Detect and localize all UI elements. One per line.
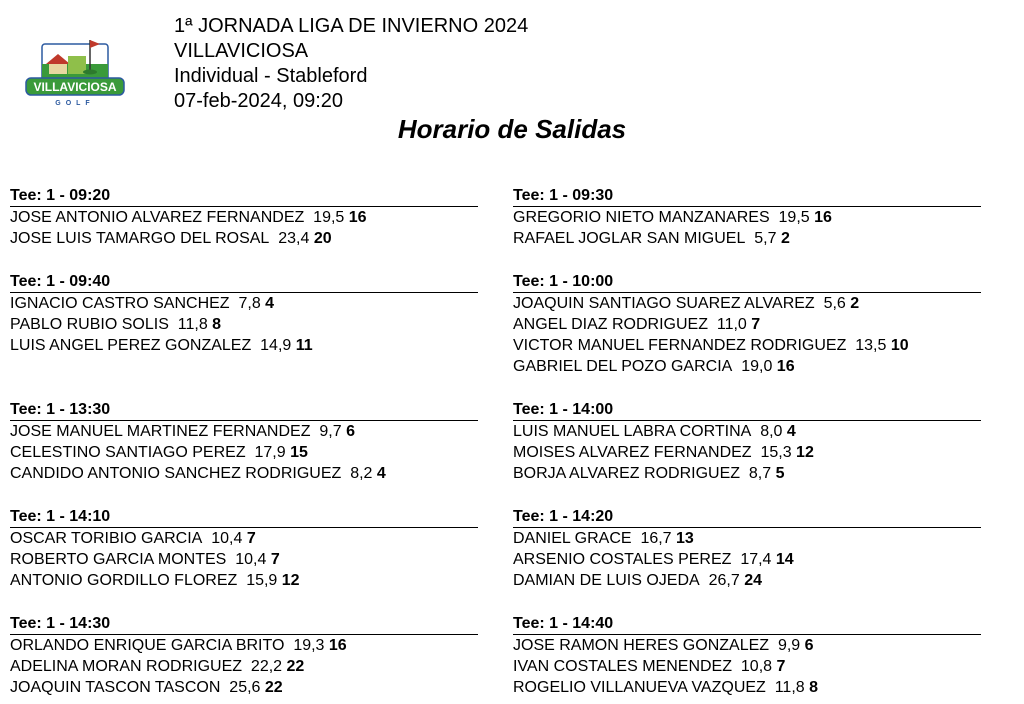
player-handicap: 5,7: [754, 230, 777, 247]
player-handicap: 17,9: [254, 444, 286, 461]
player-entry: [10, 635, 478, 656]
tee-time-heading: Tee: 1 - 09:40: [10, 272, 478, 293]
player-strokes: 8: [212, 316, 222, 333]
player-entry: [10, 570, 478, 591]
club-logo: [24, 34, 126, 110]
player-entry: [513, 421, 981, 442]
tee-group: [10, 400, 478, 484]
player-strokes: 12: [796, 444, 814, 461]
player-name: ADELINA MORAN RODRIGUEZ: [10, 658, 243, 675]
player-entry: [513, 549, 981, 570]
player-name: ANTONIO GORDILLO FLOREZ: [10, 572, 238, 589]
player-strokes: 7: [246, 530, 256, 547]
player-entry: [10, 442, 478, 463]
player-handicap: 8,7: [748, 465, 772, 482]
player-handicap: 13,5: [855, 337, 887, 354]
player-name: JOSE RAMON HERES GONZALEZ: [513, 637, 770, 654]
player-name: JOSE MANUEL MARTINEZ FERNANDEZ: [10, 423, 311, 440]
player-entry: [513, 635, 981, 656]
competition-format: Individual - Stableford: [174, 65, 368, 87]
player-name: ANGEL DIAZ RODRIGUEZ: [513, 316, 708, 333]
player-strokes: 16: [776, 358, 795, 375]
player-strokes: 16: [348, 209, 367, 226]
player-entry: [10, 528, 478, 549]
player-handicap: 19,3: [293, 637, 325, 654]
player-strokes: 10: [890, 337, 909, 354]
tee-time-heading: Tee: 1 - 14:40: [513, 614, 981, 635]
player-entry: [10, 463, 478, 484]
player-handicap: 11,8: [177, 316, 208, 333]
player-strokes: 4: [265, 295, 275, 312]
player-handicap: 9,9: [777, 637, 801, 654]
player-name: VICTOR MANUEL FERNANDEZ RODRIGUEZ: [513, 337, 847, 354]
player-strokes: 7: [776, 658, 786, 675]
player-handicap: 10,8: [740, 658, 773, 675]
player-strokes: 7: [751, 316, 761, 333]
player-handicap: 17,4: [740, 551, 772, 568]
player-strokes: 22: [264, 679, 283, 696]
player-entry: [513, 442, 981, 463]
player-strokes: 4: [786, 423, 796, 440]
player-entry: [513, 335, 981, 356]
player-name: ROBERTO GARCIA MONTES: [10, 551, 227, 568]
player-name: ROGELIO VILLANUEVA VAZQUEZ: [513, 679, 766, 696]
player-handicap: 22,2: [250, 658, 283, 675]
player-entry: [10, 549, 478, 570]
player-name: MOISES ALVAREZ FERNANDEZ: [513, 444, 752, 461]
tee-group: [513, 272, 981, 377]
player-name: CELESTINO SANTIAGO PEREZ: [10, 444, 246, 461]
player-strokes: 4: [376, 465, 386, 482]
player-name: GREGORIO NIETO MANZANARES: [513, 209, 770, 226]
tournament-name: 1ª JORNADA LIGA DE INVIERNO 2024: [174, 15, 529, 37]
player-strokes: 8: [809, 679, 819, 696]
player-strokes: 24: [744, 572, 762, 589]
player-strokes: 7: [270, 551, 280, 568]
player-handicap: 16,7: [640, 530, 672, 547]
player-strokes: 16: [814, 209, 832, 226]
player-handicap: 19,0: [741, 358, 773, 375]
player-name: IVAN COSTALES MENENDEZ: [513, 658, 732, 675]
tee-group: [10, 507, 478, 591]
player-entry: [513, 356, 981, 377]
tee-time-heading: Tee: 1 - 09:20: [10, 186, 478, 207]
player-strokes: 2: [780, 230, 790, 247]
player-name: LUIS MANUEL LABRA CORTINA: [513, 423, 752, 440]
player-name: JOSE LUIS TAMARGO DEL ROSAL: [10, 230, 270, 247]
document-header: [174, 14, 528, 114]
tee-group: [513, 614, 981, 698]
tee-time-heading: Tee: 1 - 14:30: [10, 614, 478, 635]
player-handicap: 7,8: [238, 295, 261, 312]
page-title: Horario de Salidas: [397, 114, 627, 144]
tee-group: [513, 400, 981, 484]
player-strokes: 11: [295, 337, 313, 354]
player-handicap: 10,4: [235, 551, 267, 568]
player-handicap: 8,2: [350, 465, 373, 482]
player-name: IGNACIO CASTRO SANCHEZ: [10, 295, 230, 312]
player-handicap: 11,0: [716, 316, 747, 333]
player-name: JOSE ANTONIO ALVAREZ FERNANDEZ: [10, 209, 305, 226]
logo-sub: GOLF: [55, 100, 95, 107]
player-entry: [10, 228, 478, 249]
player-entry: [10, 421, 478, 442]
player-handicap: 26,7: [708, 572, 740, 589]
player-strokes: 5: [775, 465, 785, 482]
tee-time-heading: Tee: 1 - 14:20: [513, 507, 981, 528]
tee-time-heading: Tee: 1 - 14:00: [513, 400, 981, 421]
competition-date: 07-feb-2024, 09:20: [174, 90, 344, 112]
player-handicap: 15,9: [246, 572, 278, 589]
player-name: LUIS ANGEL PEREZ GONZALEZ: [10, 337, 252, 354]
player-handicap: 9,7: [319, 423, 342, 440]
player-strokes: 6: [804, 637, 814, 654]
player-handicap: 14,9: [260, 337, 292, 354]
tee-group: [10, 272, 478, 356]
player-entry: [10, 207, 478, 228]
player-entry: [10, 314, 478, 335]
player-handicap: 23,4: [278, 230, 310, 247]
player-name: BORJA ALVAREZ RODRIGUEZ: [513, 465, 741, 482]
player-handicap: 11,8: [774, 679, 805, 696]
player-handicap: 10,4: [211, 530, 243, 547]
player-name: PABLO RUBIO SOLIS: [10, 316, 169, 333]
player-handicap: 8,0: [760, 423, 783, 440]
club-name: VILLAVICIOSA: [174, 40, 309, 62]
player-name: JOAQUIN TASCON TASCON: [10, 679, 221, 696]
player-entry: [10, 677, 478, 698]
player-strokes: 15: [290, 444, 308, 461]
player-handicap: 5,6: [823, 295, 846, 312]
player-name: ORLANDO ENRIQUE GARCIA BRITO: [10, 637, 285, 654]
player-strokes: 12: [281, 572, 300, 589]
player-name: JOAQUIN SANTIAGO SUAREZ ALVAREZ: [513, 295, 815, 312]
player-handicap: 25,6: [229, 679, 261, 696]
tee-group: [10, 186, 478, 249]
player-entry: [513, 656, 981, 677]
player-entry: [10, 293, 478, 314]
tee-time-heading: Tee: 1 - 10:00: [513, 272, 981, 293]
player-handicap: 19,5: [778, 209, 810, 226]
player-name: CANDIDO ANTONIO SANCHEZ RODRIGUEZ: [10, 465, 342, 482]
player-entry: [10, 335, 478, 356]
tee-group: [513, 186, 981, 249]
player-entry: [513, 293, 981, 314]
tee-group: [10, 614, 478, 698]
player-name: GABRIEL DEL POZO GARCIA: [513, 358, 733, 375]
player-strokes: 16: [328, 637, 347, 654]
player-name: RAFAEL JOGLAR SAN MIGUEL: [513, 230, 746, 247]
player-name: DAMIAN DE LUIS OJEDA: [513, 572, 700, 589]
logo-name: VILLAVICIOSA: [33, 80, 117, 94]
tee-time-heading: Tee: 1 - 14:10: [10, 507, 478, 528]
player-entry: [513, 207, 981, 228]
player-entry: [513, 570, 981, 591]
player-entry: [513, 528, 981, 549]
player-entry: [513, 314, 981, 335]
player-name: DANIEL GRACE: [513, 530, 632, 547]
player-strokes: 2: [850, 295, 860, 312]
player-entry: [513, 228, 981, 249]
golf-course-logo-icon: [24, 34, 126, 110]
player-handicap: 15,3: [760, 444, 792, 461]
player-entry: [10, 656, 478, 677]
player-handicap: 19,5: [313, 209, 345, 226]
player-strokes: 14: [775, 551, 794, 568]
player-strokes: 13: [676, 530, 694, 547]
player-entry: [513, 463, 981, 484]
tee-time-heading: Tee: 1 - 13:30: [10, 400, 478, 421]
tee-time-heading: Tee: 1 - 09:30: [513, 186, 981, 207]
tee-group: [513, 507, 981, 591]
player-strokes: 6: [346, 423, 355, 440]
player-entry: [513, 677, 981, 698]
player-name: OSCAR TORIBIO GARCIA: [10, 530, 203, 547]
player-strokes: 20: [313, 230, 332, 247]
player-strokes: 22: [286, 658, 305, 675]
player-name: ARSENIO COSTALES PEREZ: [513, 551, 732, 568]
